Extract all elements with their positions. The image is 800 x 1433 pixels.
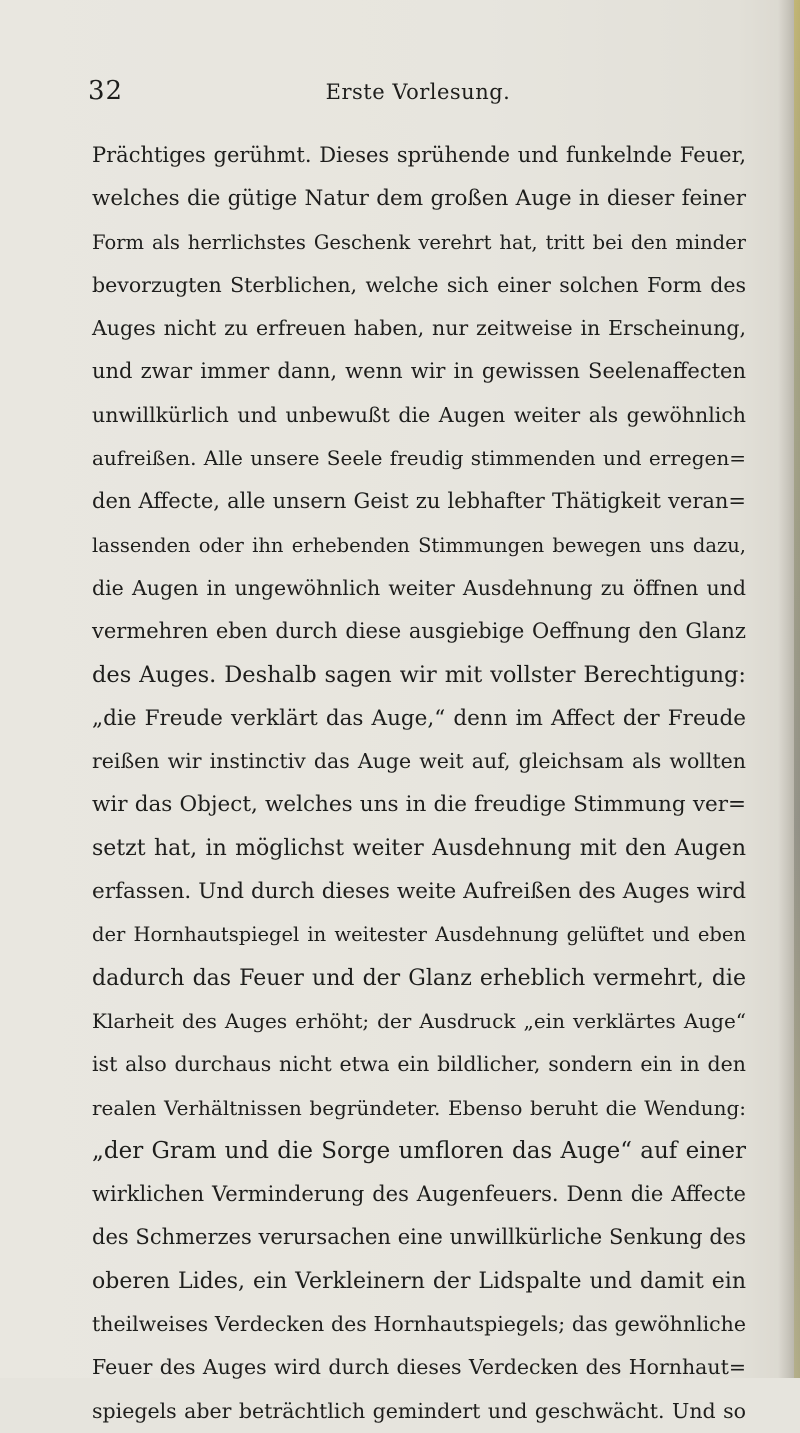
text-line: erfassen. Und durch dieses weite Aufreißen des Auges wird <box>92 879 746 905</box>
text-line: setzt hat, in möglichst weiter Ausdehnung mit den Augen <box>92 835 746 861</box>
text-line: theilweises Verdecken des Hornhautspiegels; das gewöhnliche <box>92 1312 746 1337</box>
text-line: vermehren eben durch diese ausgiebige Oeffnung den Glanz <box>92 619 746 644</box>
text-line: reißen wir instinctiv das Auge weit auf, gleichsam als wollten <box>92 749 746 774</box>
text-line: den Affecte, alle unsern Geist zu lebhafter Thätigkeit veran= <box>92 489 746 514</box>
text-line: Prächtiges gerühmt. Dieses sprühende und funkelnde Feuer, <box>92 143 746 167</box>
text-line: wirklichen Verminderung des Augenfeuers. Denn die Affecte <box>92 1182 746 1207</box>
text-line: „der Gram und die Sorge umfloren das Auge“ auf einer <box>92 1137 746 1164</box>
page-header <box>88 76 748 110</box>
page-edge-binding <box>794 0 800 1378</box>
text-line: wir das Object, welches uns in die freudige Stimmung ver= <box>92 792 746 818</box>
text-line: der Hornhautspiegel in weitester Ausdehnung gelüftet und eben <box>92 923 746 947</box>
body-text <box>92 134 746 1433</box>
text-line: unwillkürlich und unbewußt die Augen weiter als gewöhnlich <box>92 402 746 427</box>
text-line: Feuer des Auges wird durch dieses Verdecken des Hornhaut= <box>92 1355 746 1380</box>
text-line: „die Freude verklärt das Auge,“ denn im Affect der Freude <box>92 705 746 731</box>
running-head: Erste Vorlesung. <box>325 80 511 104</box>
text-line: spiegels aber beträchtlich gemindert und geschwächt. Und so <box>92 1398 746 1423</box>
text-line: die Augen in ungewöhnlich weiter Ausdehnung zu öffnen und <box>92 575 746 600</box>
text-line: Form als herrlichstes Geschenk verehrt hat, tritt bei den minder <box>92 230 746 254</box>
text-line: Auges nicht zu erfreuen haben, nur zeitweise in Erscheinung, <box>92 316 746 341</box>
page-number: 32 <box>88 76 124 106</box>
text-line: und zwar immer dann, wenn wir in gewissen Seelenaffecten <box>92 359 746 384</box>
text-line: des Schmerzes verursachen eine unwillkürliche Senkung des <box>92 1225 746 1250</box>
text-line: welches die gütige Natur dem großen Auge in dieser feiner <box>92 186 746 212</box>
text-line: realen Verhältnissen begründeter. Ebenso beruht die Wendung: <box>92 1095 746 1120</box>
text-line: oberen Lides, ein Verkleinern der Lidspalte und damit ein <box>92 1268 746 1294</box>
text-line: aufreißen. Alle unsere Seele freudig stimmenden und erregen= <box>92 446 746 471</box>
text-line: ist also durchaus nicht etwa ein bildlicher, sondern ein in den <box>92 1052 746 1077</box>
text-line: Klarheit des Auges erhöht; der Ausdruck „ein verklärtes Auge“ <box>92 1008 746 1033</box>
text-line: bevorzugten Sterblichen, welche sich einer solchen Form des <box>92 272 746 297</box>
text-line: lassenden oder ihn erhebenden Stimmungen bewegen uns dazu, <box>92 533 746 557</box>
text-line: dadurch das Feuer und der Glanz erheblich vermehrt, die <box>92 965 746 991</box>
text-line: des Auges. Deshalb sagen wir mit vollster Berechtigung: <box>92 661 746 688</box>
